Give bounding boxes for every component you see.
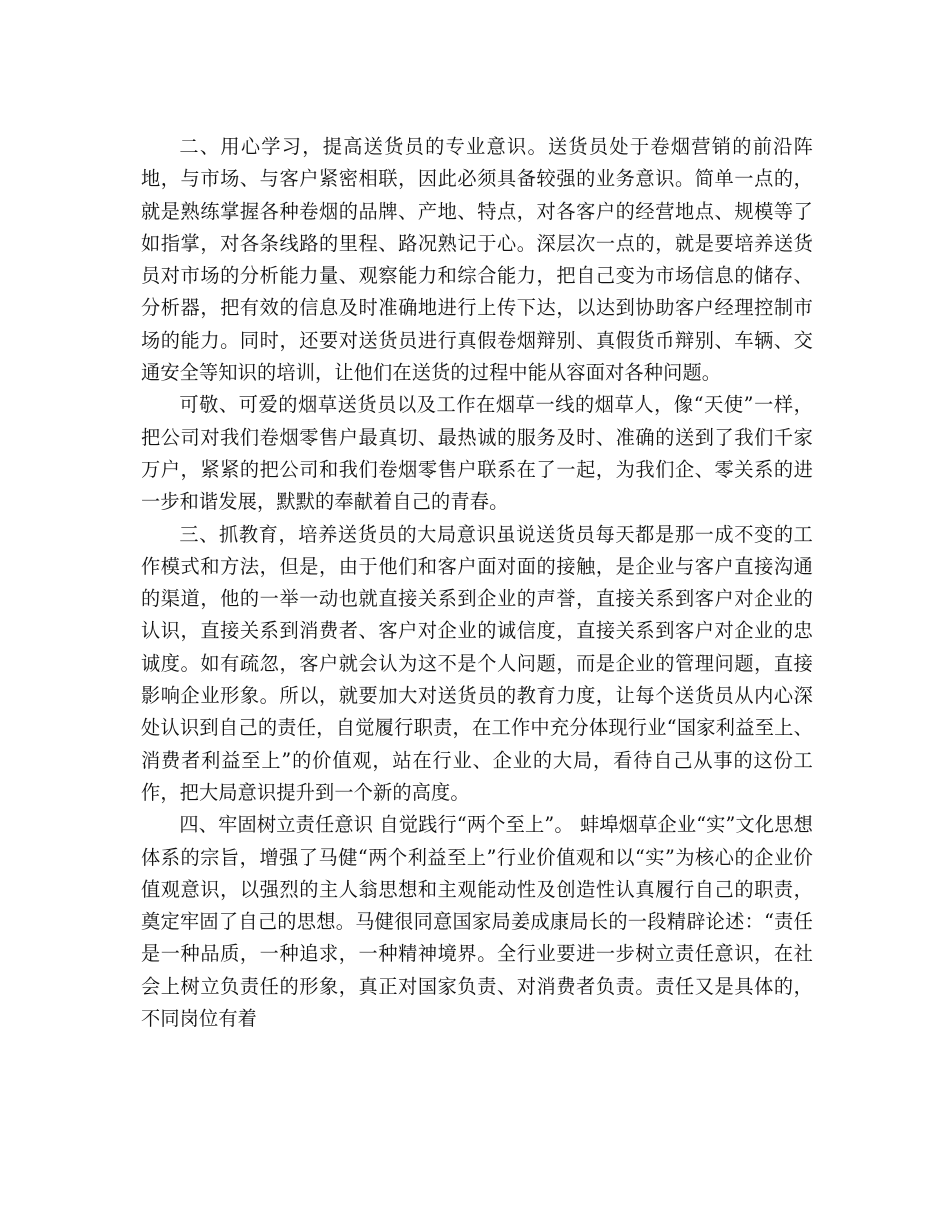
document-body <box>141 131 813 1035</box>
paragraph-education-overall: 三、抓教育，培养送货员的大局意识虽说送货员每天都是那一成不变的工作模式和方法，但是，由于他们和客户面对面的接触，是企业与客户直接沟通的渠道，他的一举一动也就直接关系到企业的声誉，直接关系到客户对企业的认识，直接关系到消费者、客户对企业的诚信度，直接关系到客户对企业的忠诚度。如有疏忽，客户就会认为这不是个人问题，而是企业的管理问题，直接影响企业形象。所以，就要加大对送货员的教育力度，让每个送货员从内心深处认识到自己的责任，自觉履行职责，在工作中充分体现行业“国家利益至上、消费者利益至上”的价值观，站在行业、企业的大局，看待自己从事的这份工作，把大局意识提升到一个新的高度。 <box>141 522 813 804</box>
paragraph-responsibility: 四、牢固树立责任意识 自觉践行“两个至上”。 蚌埠烟草企业“实”文化思想体系的宗旨，增强了马健“两个利益至上”行业价值观和以“实”为核心的企业价值观意识，以强烈的主人翁思想和主观能动性及创造性认真履行自己的职责，奠定牢固了自己的思想。马健很同意国家局姜成康局长的一段精辟论述：“责任是一种品质，一种追求，一种精神境界。全行业要进一步树立责任意识，在社会上树立负责任的形象，真正对国家负责、对消费者负责。责任又是具体的，不同岗位有着 <box>141 813 813 1031</box>
paragraph-delivery-study: 二、用心学习，提高送货员的专业意识。送货员处于卷烟营销的前沿阵地，与市场、与客户紧密相联，因此必须具备较强的业务意识。简单一点的，就是熟练掌握各种卷烟的品牌、产地、特点，对各客户的经营地点、规模等了如指掌，对各条线路的里程、路况熟记于心。深层次一点的，就是要培养送货员对市场的分析能力量、观察能力和综合能力，把自己变为市场信息的储存、分析器，把有效的信息及时准确地进行上传下达，以达到协助客户经理控制市场的能力。同时，还要对送货员进行真假卷烟辩别、真假货币辩别、车辆、交通安全等知识的培训，让他们在送货的过程中能从容面对各种问题。 <box>141 135 813 385</box>
paragraph-delivery-angel: 可敬、可爱的烟草送货员以及工作在烟草一线的烟草人，像“天使”一样，把公司对我们卷烟零售户最真切、最热诚的服务及时、准确的送到了我们千家万户，紧紧的把公司和我们卷烟零售户联系在了一起，为我们企、零关系的进一步和谐发展，默默的奉献着自己的青春。 <box>141 393 813 514</box>
